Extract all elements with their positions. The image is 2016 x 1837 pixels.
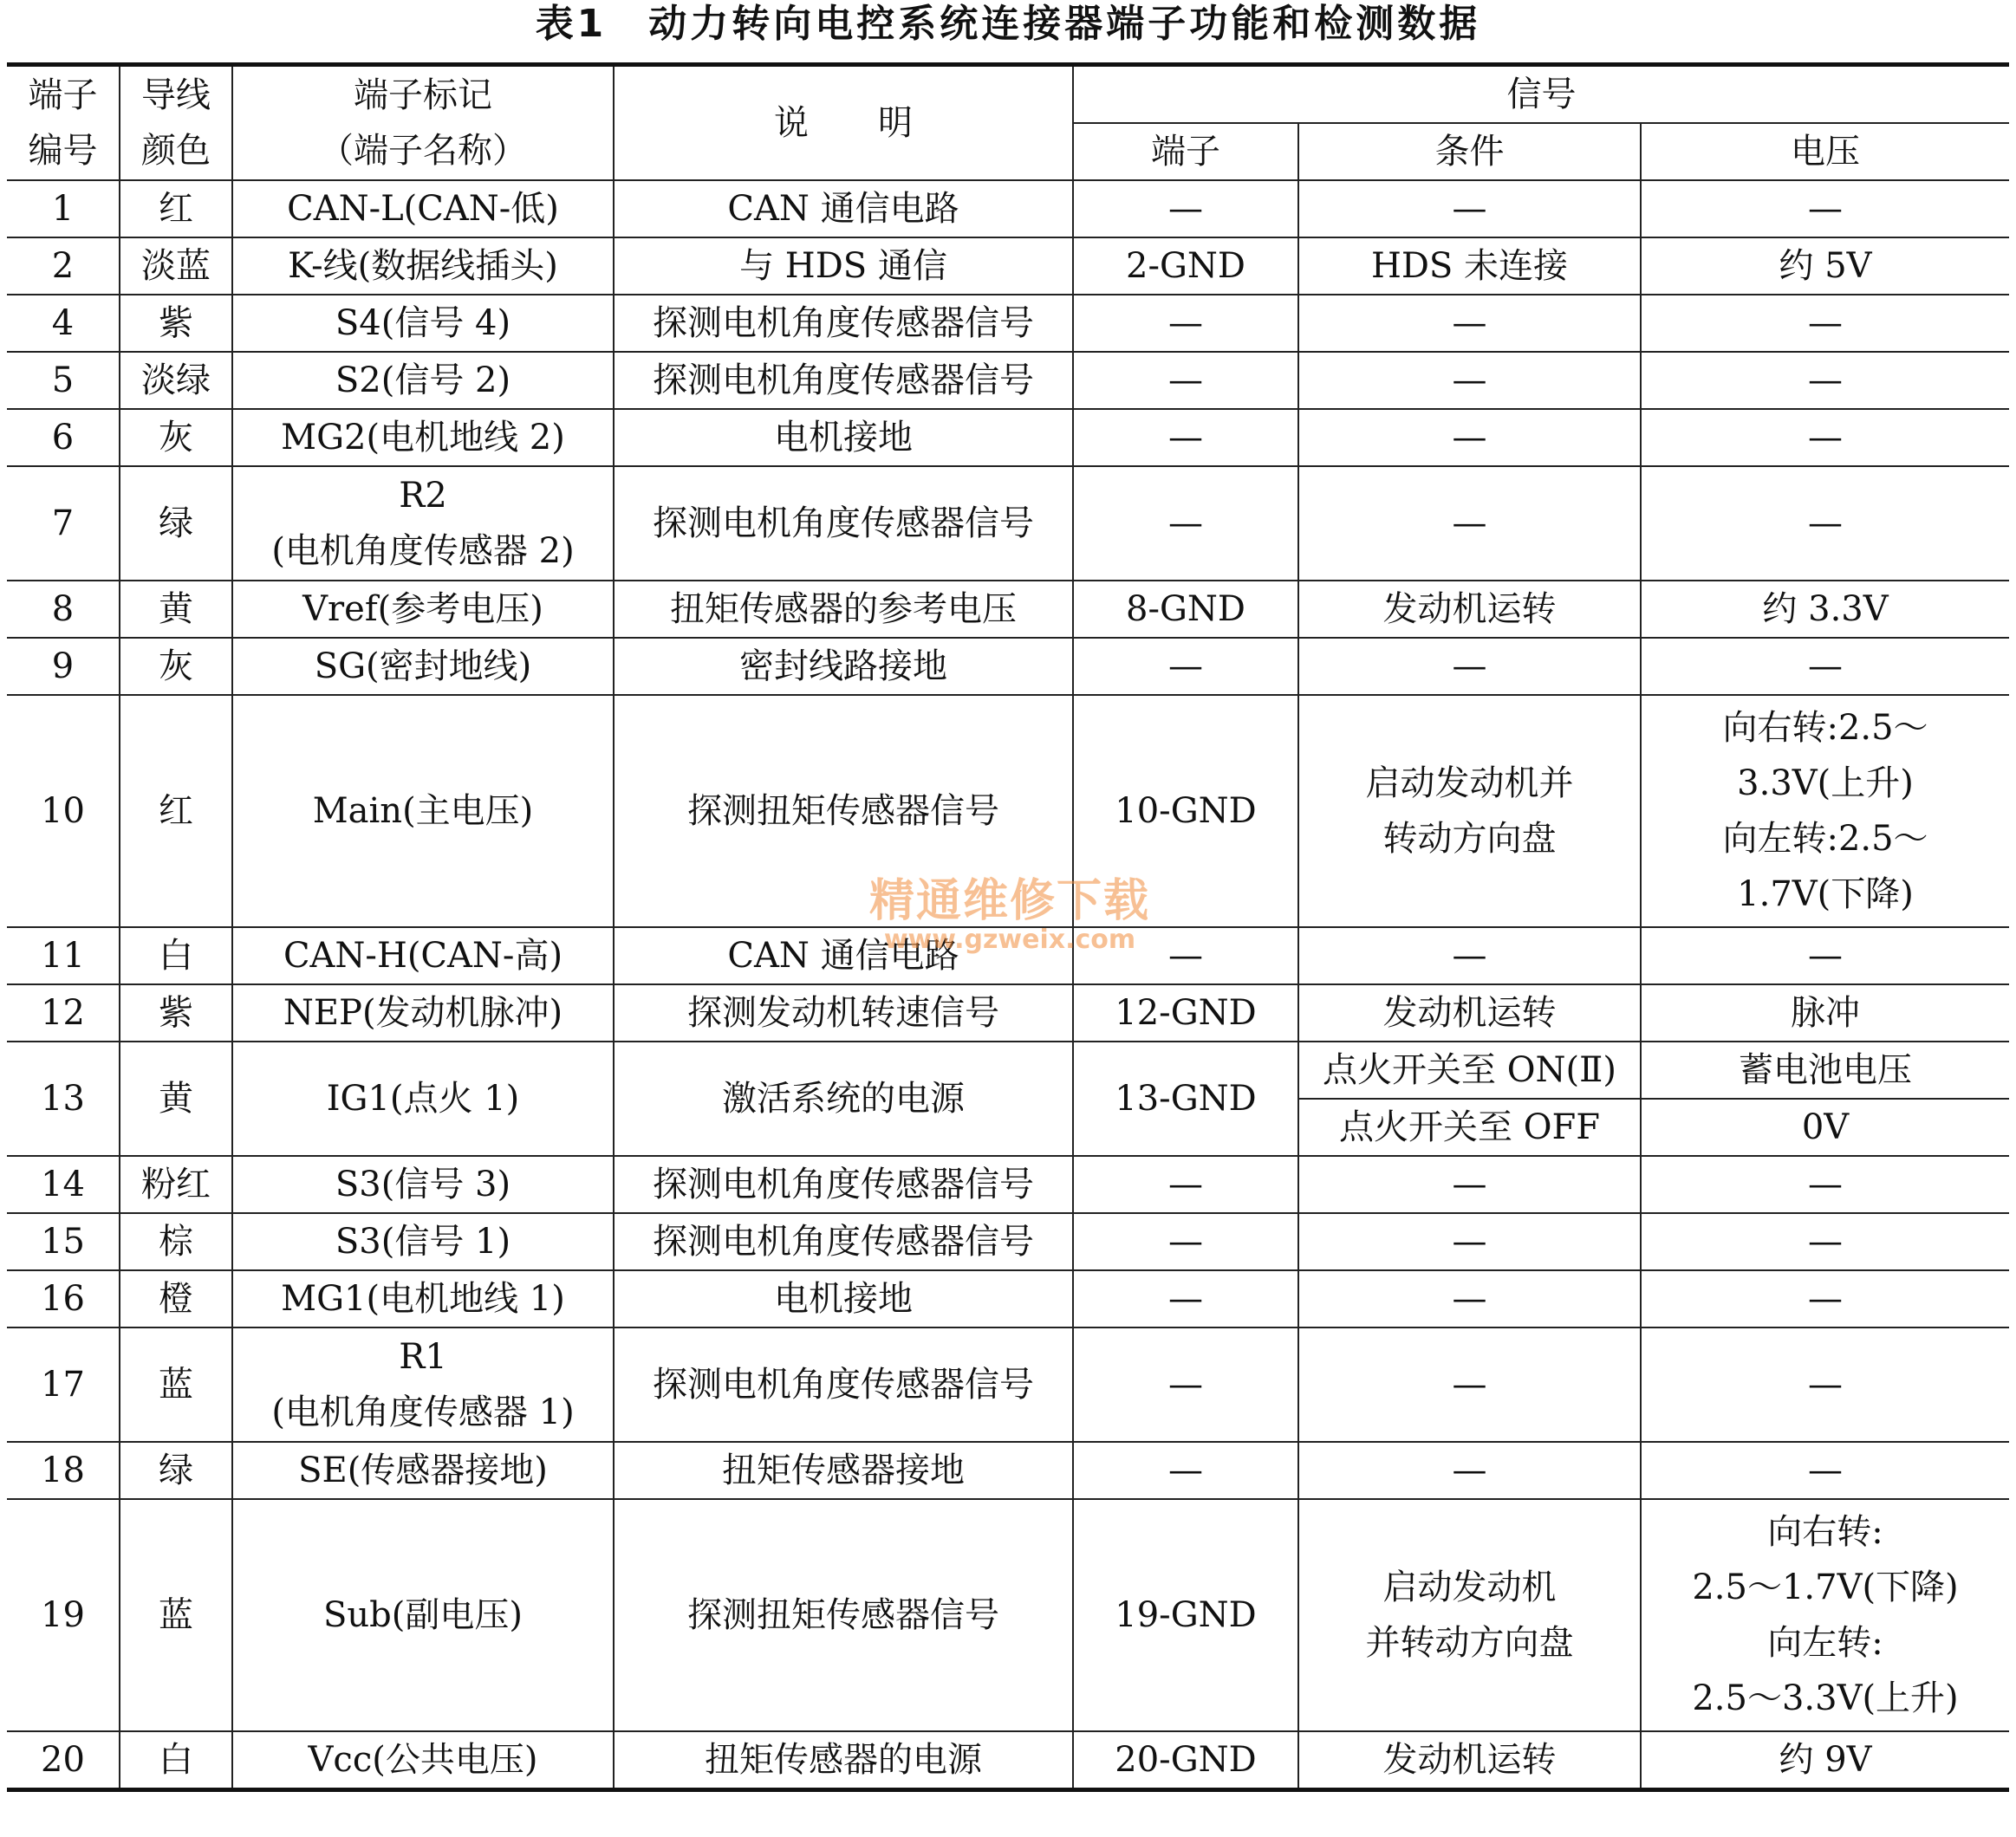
- cell-voltage: 约 3.3V: [1641, 581, 2009, 638]
- cell-desc: 扭矩传感器的电源: [614, 1731, 1073, 1790]
- cell-no: 18: [7, 1442, 120, 1499]
- cell-mark: S3(信号 3): [232, 1156, 614, 1213]
- cell-mark: MG2(电机地线 2): [232, 409, 614, 466]
- cell-color: 白: [120, 927, 232, 984]
- table-row: [7, 1731, 2009, 1790]
- cell-voltage: —: [1641, 409, 2009, 466]
- cell-condition: —: [1298, 1327, 1641, 1442]
- cell-no: 14: [7, 1156, 120, 1213]
- header-signal: 信号: [1073, 65, 2009, 124]
- table-row: [7, 237, 2009, 295]
- cell-terminal: —: [1073, 466, 1298, 581]
- cell-condition: 发动机运转: [1298, 1731, 1641, 1790]
- table-row: [7, 695, 2009, 927]
- cell-color: 黄: [120, 581, 232, 638]
- cell-voltage: 蓄电池电压: [1641, 1042, 2009, 1099]
- cell-voltage: 0V: [1641, 1099, 2009, 1156]
- table-row: [7, 1327, 2009, 1442]
- cell-no: 5: [7, 352, 120, 409]
- cell-desc: CAN 通信电路: [614, 927, 1073, 984]
- cell-desc: 探测电机角度传感器信号: [614, 1213, 1073, 1270]
- cell-no: 11: [7, 927, 120, 984]
- cell-desc: 密封线路接地: [614, 638, 1073, 695]
- cell-condition: —: [1298, 352, 1641, 409]
- cell-no: 2: [7, 237, 120, 295]
- cell-no: 16: [7, 1270, 120, 1327]
- cell-condition: —: [1298, 1442, 1641, 1499]
- cell-desc: 激活系统的电源: [614, 1042, 1073, 1156]
- cell-no: 12: [7, 984, 120, 1042]
- cell-no: 10: [7, 695, 120, 927]
- cell-mark: S2(信号 2): [232, 352, 614, 409]
- cell-voltage: 约 5V: [1641, 237, 2009, 295]
- cell-no: 6: [7, 409, 120, 466]
- cell-terminal: —: [1073, 352, 1298, 409]
- cell-no: 9: [7, 638, 120, 695]
- cell-terminal: 13-GND: [1073, 1042, 1298, 1156]
- cell-condition: 启动发动机 并转动方向盘: [1298, 1499, 1641, 1731]
- terminal-data-table: [7, 62, 2009, 1792]
- cell-voltage: —: [1641, 466, 2009, 581]
- cell-voltage: —: [1641, 1442, 2009, 1499]
- cell-terminal: —: [1073, 1442, 1298, 1499]
- cell-voltage: 向右转:2.5～ 3.3V(上升) 向左转:2.5～ 1.7V(下降): [1641, 695, 2009, 927]
- cell-terminal: 8-GND: [1073, 581, 1298, 638]
- table-row: [7, 1042, 2009, 1099]
- cell-color: 红: [120, 180, 232, 237]
- cell-voltage: 约 9V: [1641, 1731, 2009, 1790]
- cell-mark: R1 (电机角度传感器 1): [232, 1327, 614, 1442]
- cell-desc: 探测电机角度传感器信号: [614, 1156, 1073, 1213]
- cell-voltage: —: [1641, 638, 2009, 695]
- header-description: 说 明: [614, 65, 1073, 181]
- cell-color: 蓝: [120, 1327, 232, 1442]
- cell-voltage: —: [1641, 1327, 2009, 1442]
- table-row: [7, 180, 2009, 237]
- cell-condition: 发动机运转: [1298, 984, 1641, 1042]
- table-row: [7, 581, 2009, 638]
- table-row: [7, 295, 2009, 352]
- header-signal-condition: 条件: [1298, 123, 1641, 180]
- watermark-text: 精通维修下载: [868, 875, 1150, 927]
- cell-condition: 点火开关至 ON(Ⅱ): [1298, 1042, 1641, 1099]
- cell-terminal: 12-GND: [1073, 984, 1298, 1042]
- cell-condition: HDS 未连接: [1298, 237, 1641, 295]
- cell-condition: —: [1298, 295, 1641, 352]
- cell-mark: R2 (电机角度传感器 2): [232, 466, 614, 581]
- table-row: [7, 352, 2009, 409]
- header-wire-color: 导线 颜色: [120, 65, 232, 181]
- cell-no: 20: [7, 1731, 120, 1790]
- cell-no: 17: [7, 1327, 120, 1442]
- cell-terminal: 19-GND: [1073, 1499, 1298, 1731]
- cell-color: 淡蓝: [120, 237, 232, 295]
- cell-condition: —: [1298, 1156, 1641, 1213]
- cell-condition: 点火开关至 OFF: [1298, 1099, 1641, 1156]
- cell-voltage: —: [1641, 1213, 2009, 1270]
- cell-voltage: 向右转: 2.5～1.7V(下降) 向左转: 2.5～3.3V(上升): [1641, 1499, 2009, 1731]
- cell-mark: NEP(发动机脉冲): [232, 984, 614, 1042]
- cell-desc: 探测扭矩传感器信号: [614, 1499, 1073, 1731]
- cell-desc: 扭矩传感器的参考电压: [614, 581, 1073, 638]
- watermark-url: www.gzweix.com: [883, 925, 1136, 955]
- cell-terminal: —: [1073, 927, 1298, 984]
- cell-voltage: —: [1641, 295, 2009, 352]
- cell-no: 8: [7, 581, 120, 638]
- cell-desc: 探测电机角度传感器信号: [614, 352, 1073, 409]
- cell-desc: 与 HDS 通信: [614, 237, 1073, 295]
- cell-condition: —: [1298, 1270, 1641, 1327]
- cell-mark: S4(信号 4): [232, 295, 614, 352]
- cell-no: 15: [7, 1213, 120, 1270]
- cell-condition: —: [1298, 638, 1641, 695]
- table-row: [7, 638, 2009, 695]
- cell-mark: CAN-L(CAN-低): [232, 180, 614, 237]
- cell-condition: 启动发动机并 转动方向盘: [1298, 695, 1641, 927]
- cell-mark: CAN-H(CAN-高): [232, 927, 614, 984]
- cell-voltage: 脉冲: [1641, 984, 2009, 1042]
- cell-color: 绿: [120, 1442, 232, 1499]
- cell-desc: 电机接地: [614, 409, 1073, 466]
- cell-color: 紫: [120, 984, 232, 1042]
- cell-condition: —: [1298, 409, 1641, 466]
- cell-terminal: —: [1073, 1213, 1298, 1270]
- table-row: [7, 1213, 2009, 1270]
- cell-condition: 发动机运转: [1298, 581, 1641, 638]
- cell-terminal: —: [1073, 1270, 1298, 1327]
- cell-terminal: 10-GND: [1073, 695, 1298, 927]
- header-signal-voltage: 电压: [1641, 123, 2009, 180]
- table-row: [7, 927, 2009, 984]
- cell-desc: 扭矩传感器接地: [614, 1442, 1073, 1499]
- cell-desc: 探测发动机转速信号: [614, 984, 1073, 1042]
- cell-color: 黄: [120, 1042, 232, 1156]
- cell-condition: —: [1298, 927, 1641, 984]
- cell-color: 橙: [120, 1270, 232, 1327]
- cell-terminal: —: [1073, 1156, 1298, 1213]
- cell-voltage: —: [1641, 180, 2009, 237]
- cell-no: 19: [7, 1499, 120, 1731]
- cell-color: 淡绿: [120, 352, 232, 409]
- header-row-1: [7, 65, 2009, 124]
- cell-terminal: 20-GND: [1073, 1731, 1298, 1790]
- cell-color: 灰: [120, 638, 232, 695]
- cell-mark: K-线(数据线插头): [232, 237, 614, 295]
- cell-color: 粉红: [120, 1156, 232, 1213]
- cell-terminal: —: [1073, 409, 1298, 466]
- cell-mark: Vref(参考电压): [232, 581, 614, 638]
- cell-mark: Sub(副电压): [232, 1499, 614, 1731]
- cell-no: 7: [7, 466, 120, 581]
- cell-voltage: —: [1641, 927, 2009, 984]
- cell-mark: SE(传感器接地): [232, 1442, 614, 1499]
- cell-condition: —: [1298, 180, 1641, 237]
- cell-color: 白: [120, 1731, 232, 1790]
- table-title: 表1 动力转向电控系统连接器端子功能和检测数据: [535, 2, 1481, 46]
- cell-desc: 探测电机角度传感器信号: [614, 1327, 1073, 1442]
- table-row: [7, 1499, 2009, 1731]
- cell-terminal: —: [1073, 295, 1298, 352]
- cell-terminal: —: [1073, 180, 1298, 237]
- cell-color: 蓝: [120, 1499, 232, 1731]
- cell-color: 绿: [120, 466, 232, 581]
- header-signal-terminal: 端子: [1073, 123, 1298, 180]
- table-row: [7, 1442, 2009, 1499]
- header-terminal-no: 端子 编号: [7, 65, 120, 181]
- cell-desc: 电机接地: [614, 1270, 1073, 1327]
- cell-mark: SG(密封地线): [232, 638, 614, 695]
- table-row: [7, 1270, 2009, 1327]
- cell-voltage: —: [1641, 1270, 2009, 1327]
- cell-voltage: —: [1641, 352, 2009, 409]
- cell-terminal: —: [1073, 638, 1298, 695]
- cell-terminal: —: [1073, 1327, 1298, 1442]
- cell-condition: —: [1298, 466, 1641, 581]
- table-row: [7, 1156, 2009, 1213]
- cell-no: 1: [7, 180, 120, 237]
- cell-mark: MG1(电机地线 1): [232, 1270, 614, 1327]
- cell-desc: 探测电机角度传感器信号: [614, 466, 1073, 581]
- cell-terminal: 2-GND: [1073, 237, 1298, 295]
- cell-color: 红: [120, 695, 232, 927]
- cell-mark: Main(主电压): [232, 695, 614, 927]
- cell-desc: CAN 通信电路: [614, 180, 1073, 237]
- cell-color: 棕: [120, 1213, 232, 1270]
- cell-desc: 探测扭矩传感器信号: [614, 695, 1073, 927]
- cell-mark: IG1(点火 1): [232, 1042, 614, 1156]
- header-terminal-mark: 端子标记 （端子名称）: [232, 65, 614, 181]
- cell-color: 灰: [120, 409, 232, 466]
- cell-no: 4: [7, 295, 120, 352]
- cell-mark: Vcc(公共电压): [232, 1731, 614, 1790]
- table-row: [7, 984, 2009, 1042]
- cell-voltage: —: [1641, 1156, 2009, 1213]
- cell-condition: —: [1298, 1213, 1641, 1270]
- cell-desc: 探测电机角度传感器信号: [614, 295, 1073, 352]
- cell-no: 13: [7, 1042, 120, 1156]
- cell-color: 紫: [120, 295, 232, 352]
- table-row: [7, 409, 2009, 466]
- table-row: [7, 466, 2009, 581]
- cell-mark: S3(信号 1): [232, 1213, 614, 1270]
